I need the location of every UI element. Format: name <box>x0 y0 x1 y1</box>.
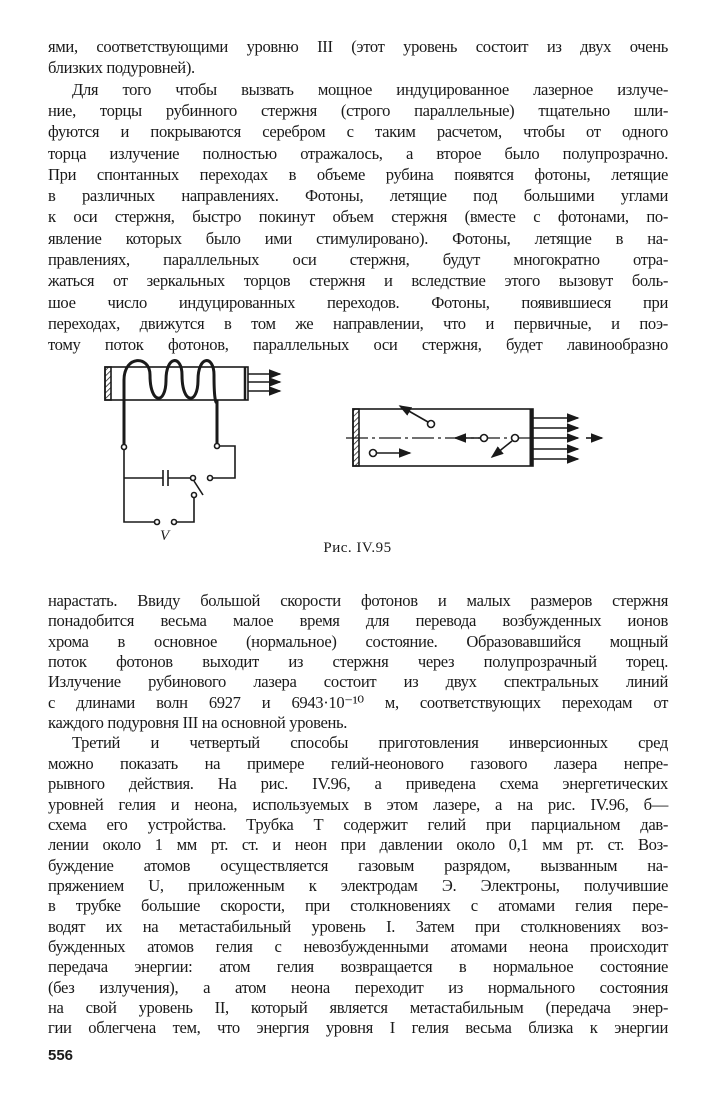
text-line: можно показать на примере гелий-неонового газового лазера непре- <box>48 753 668 773</box>
text-line: Третий и четвертый способы приготовления инверсионных сред <box>72 733 668 753</box>
resonator-diagram <box>346 406 602 466</box>
text-line: Излучение рубинового лазера состоит из двух спектральных линий <box>48 672 668 692</box>
text-line: фуются и покрываются серебром с таким расчетом, чтобы от одного <box>48 122 668 142</box>
text-line: рывного действия. На рис. IV.96, а приведена схема энергетических <box>48 774 668 794</box>
text-line: правлениях, параллельных оси стержня, будут многократно отра- <box>48 250 668 269</box>
text-line: шое число индуцированных переходов. Фотоны, появившиеся при <box>48 292 668 312</box>
text-line: нарастать. Ввиду большой скорости фотонов и малых размеров стержня <box>48 591 668 610</box>
text-line: водят их на метастабильный уровень I. Затем при столкновениях воз- <box>48 916 668 936</box>
text-line: близких подуровней). <box>48 58 195 78</box>
text-line: передача энергии: атом гелия возвращается в нормальное состояние <box>48 957 668 977</box>
text-line: в различных направлениях. Фотоны, летящие под большими углами <box>48 186 668 206</box>
text-line: понадобится весьма малое время для перевода возбужденных ионов <box>48 611 668 631</box>
text-line: лении около 1 мм рт. ст. и неон при давлении около 0,1 мм рт. ст. Воз- <box>48 835 668 855</box>
text-line: При спонтанных переходах в объеме рубина появятся фотоны, летящие <box>48 164 668 184</box>
text-line: в трубке большие скорости, при столкновениях с атомами гелия пере- <box>48 896 668 916</box>
text-line: жаться от зеркальных торцов стержня и вследствие этого вызовут боль- <box>48 271 668 291</box>
text-line: с длинами волн 6927 и 6943·10⁻¹⁰ м, соответствующих переходам от <box>48 692 668 712</box>
text-line: пряжением U, приложенным к электродам Э. Электроны, получившие <box>48 875 668 895</box>
text-line: схема его устройства. Трубка Т содержит гелий при парциальном дав- <box>48 814 668 834</box>
page-number: 556 <box>48 1047 74 1064</box>
text-line: явление которых было ими стимулировано). Фотоны, летящие в на- <box>48 228 668 248</box>
figure-caption: Рис. IV.95 <box>323 540 392 556</box>
text-line: уровней гелия и неона, используемых в этом лазере, а на рис. IV.96, б— <box>48 794 668 814</box>
text-line: ние, торцы рубинного стержня (строго параллельные) тщательно шли- <box>48 100 668 120</box>
text-line: тому поток фотонов, параллельных оси стержня, будет лавинообразно <box>48 335 668 355</box>
text-line: бужденных атомов гелия с невозбужденными атомами неона происходит <box>48 936 668 956</box>
ruby-rod-with-coil <box>105 361 280 447</box>
text-line: поток фотонов выходит из стержня через полупрозрачный торец. <box>48 652 668 672</box>
pump-circuit <box>122 444 236 525</box>
text-line: хрома в основное (нормальное) состояние. Образовавшийся мощный <box>48 631 668 651</box>
text-line: буждение атомов осуществляется газовым разрядом, вызванным на- <box>48 855 668 875</box>
text-line: ями, соответствующими уровню III (этот уровень состоит из двух очень <box>48 37 668 56</box>
text-line: (без излучения), а атом неона переходит из нормального состояния <box>48 977 668 997</box>
text-line: к оси стержня, быстро покинут объем стержня (вместе с фотонами, по- <box>48 207 668 227</box>
voltage-label: V <box>160 528 170 540</box>
text-line: гии облегчена тем, что энергия уровня I гелия весьма близка к энергии <box>48 1018 668 1038</box>
text-line: Для того чтобы вызвать мощное индуцированное лазерное излуче- <box>72 79 668 99</box>
text-line: каждого подуровня III на основной уровень. <box>48 713 348 733</box>
text-line: на свой уровень II, который является метастабильным (передача энер- <box>48 998 668 1017</box>
figure-ruby-laser <box>0 340 715 540</box>
text-line: переходах, движутся в том же направлении, что и первичные, и поэ- <box>48 313 668 333</box>
text-line: торца излучение полностью отражалось, а второе было полупрозрачно. <box>48 143 668 163</box>
